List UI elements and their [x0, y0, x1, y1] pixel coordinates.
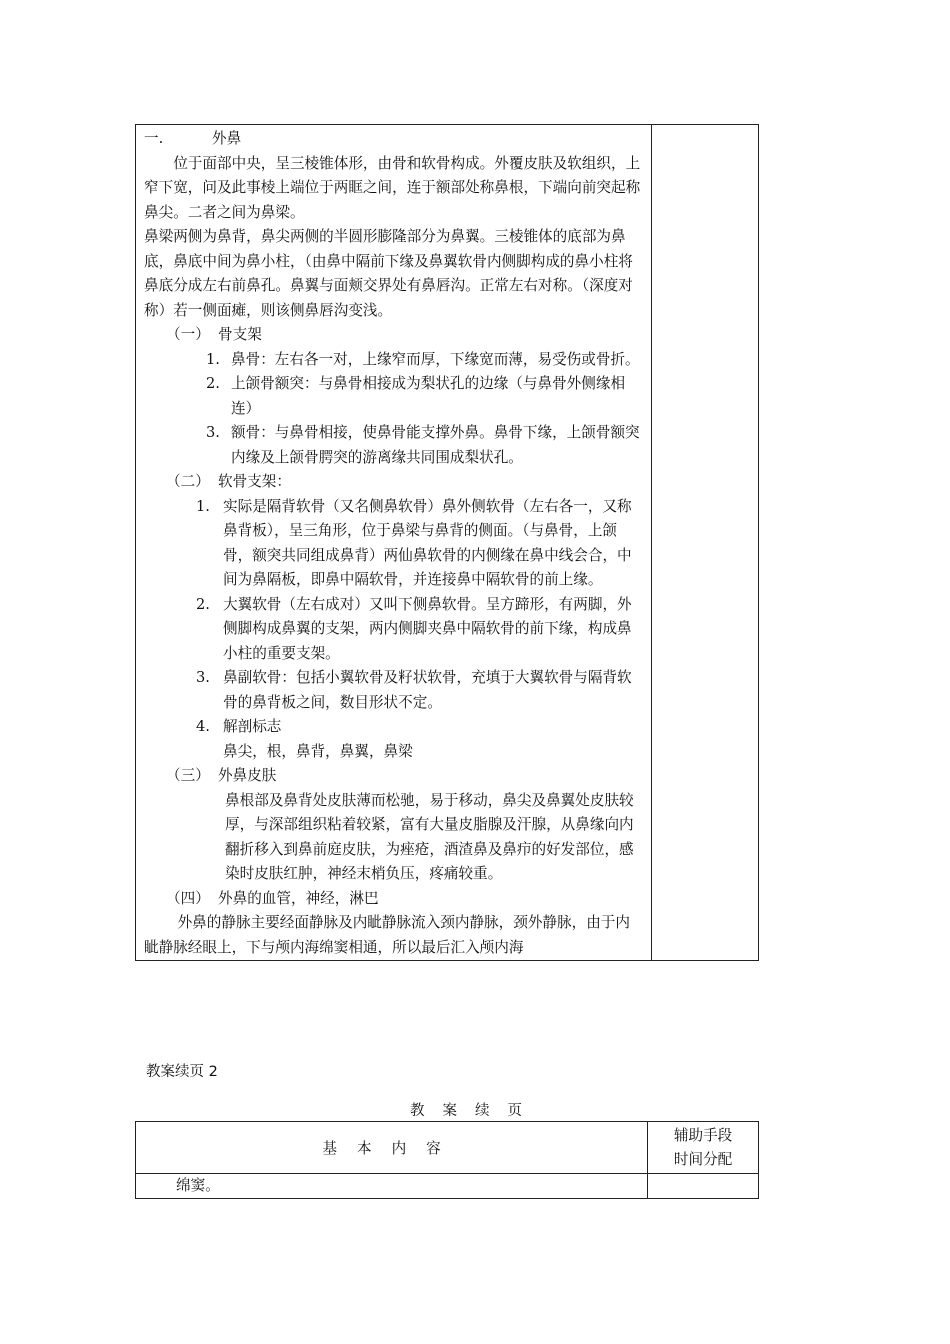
item-number: 1.	[196, 497, 210, 515]
section-heading	[144, 127, 643, 152]
item-number: 4.	[196, 718, 210, 735]
item-number: 2.	[206, 375, 220, 392]
intro-paragraph: 位于面部中央，呈三棱锥体形，由骨和软骨构成。外覆皮肤及软组织，上窄下宽，问及此事棱上端位于两眶之间，连于额部处称鼻根，下端向前突起称鼻尖。二者之间为鼻梁。	[144, 154, 641, 221]
content-row-text: 绵窦。	[136, 1174, 648, 1199]
continuation-table	[135, 1121, 759, 1199]
subsection-label: （四）	[166, 889, 210, 907]
item-number: 3.	[206, 424, 220, 441]
item-text: 实际是隔背软骨（又名侧鼻软骨）鼻外侧软骨（左右各一，又称鼻背板），呈三角形，位于鼻梁与鼻背的侧面。（与鼻骨，上颌骨，额突共同组成鼻背）两仙鼻软骨的内侧缘在鼻中线会合，中间为鼻隔板，即鼻中隔软骨，并连接鼻中隔软骨的前上缘。	[223, 497, 632, 588]
nose-paragraph: 鼻梁两侧为鼻背，鼻尖两侧的半圆形膨隆部分为鼻翼。三棱锥体的底部为鼻底，鼻底中间为鼻小柱，（由鼻中隔前下缘及鼻翼软骨内侧脚构成的鼻小柱将鼻底分成左右前鼻孔。鼻翼与面颊交界处有鼻唇沟。正常左右对称。（深度对称）若一侧面瘫，则该侧鼻唇沟变浅。	[144, 228, 633, 319]
list-item	[144, 495, 643, 593]
item-text: 鼻骨：左右各一对，上缘窄而厚，下缘宽而薄，易受伤或骨折。	[231, 350, 640, 368]
list-item	[144, 372, 643, 421]
continuation-title: 教案续页	[410, 1103, 540, 1119]
section-title: 外鼻	[212, 130, 242, 147]
content-row-side	[648, 1174, 759, 1199]
subsection-label: （二）	[166, 473, 210, 490]
subsection-title: 外鼻皮肤	[218, 767, 277, 784]
item-number: 2.	[196, 595, 210, 613]
item-text: 解剖标志	[223, 718, 282, 735]
side-cell	[651, 125, 758, 961]
landmarks-text: 鼻尖，根，鼻背，鼻翼，鼻梁	[223, 742, 413, 760]
subsection-title: 骨支架	[218, 326, 262, 343]
subsection-cartilage	[144, 470, 643, 495]
item-text: 鼻副软骨：包括小翼软骨及籽状软骨，充填于大翼软骨与隔背软骨的鼻背板之间，数目形状不定。	[223, 669, 632, 711]
lesson-table	[135, 124, 759, 961]
list-item	[144, 421, 643, 470]
item-text: 上颌骨额突：与鼻骨相接成为梨状孔的边缘（与鼻骨外侧缘相连）	[231, 375, 626, 417]
list-item	[144, 593, 643, 667]
subsection-skin	[144, 764, 643, 789]
subsection-label: （一）	[166, 326, 210, 343]
subsection-vessels	[144, 887, 643, 912]
item-number: 1.	[206, 350, 220, 368]
subsection-title: 外鼻的血管，神经，淋巴	[218, 889, 379, 907]
subsection-bone	[144, 323, 643, 348]
list-item	[144, 715, 643, 740]
skin-text: 鼻根部及鼻背处皮肤薄而松驰，易于移动，鼻尖及鼻翼处皮肤较厚，与深部组织粘着较紧，富有大量皮脂腺及汗腺，从鼻缘向内翻折移入到鼻前庭皮肤，为痤疮，酒渣鼻及鼻疖的好发部位，感染时皮肤红肿，神经末梢负压，疼痛较重。	[225, 791, 634, 882]
list-item	[144, 348, 643, 373]
section-number: 一.	[144, 130, 164, 147]
item-text: 额骨：与鼻骨相接，使鼻骨能支撑外鼻。鼻骨下缘，上颌骨额突内缘及上颌骨腭突的游离缘共同围成梨状孔。	[231, 424, 640, 466]
header-main: 基本内容	[136, 1122, 648, 1174]
subsection-title: 软骨支架：	[218, 473, 291, 490]
item-text: 大翼软骨（左右成对）又叫下侧鼻软骨。呈方蹄形，有两脚，外侧脚构成鼻翼的支架，两内侧脚夹鼻中隔软骨的前下缘，构成鼻小柱的重要支架。	[223, 595, 632, 662]
header-side-line2: 时间分配	[673, 1150, 733, 1168]
header-side-line1: 辅助手段	[673, 1126, 733, 1144]
content-cell	[136, 125, 652, 961]
item-number: 3.	[196, 669, 210, 686]
list-item	[144, 666, 643, 715]
vessels-text: 外鼻的静脉主要经面静脉及内眦静脉流入颈内静脉，颈外静脉，由于内眦静脉经眼上，下与颅内海绵窦相通，所以最后汇入颅内海	[144, 914, 630, 956]
page-caption: 教案续页 2	[146, 1064, 218, 1080]
subsection-label: （三）	[166, 767, 210, 784]
header-side	[648, 1122, 759, 1174]
